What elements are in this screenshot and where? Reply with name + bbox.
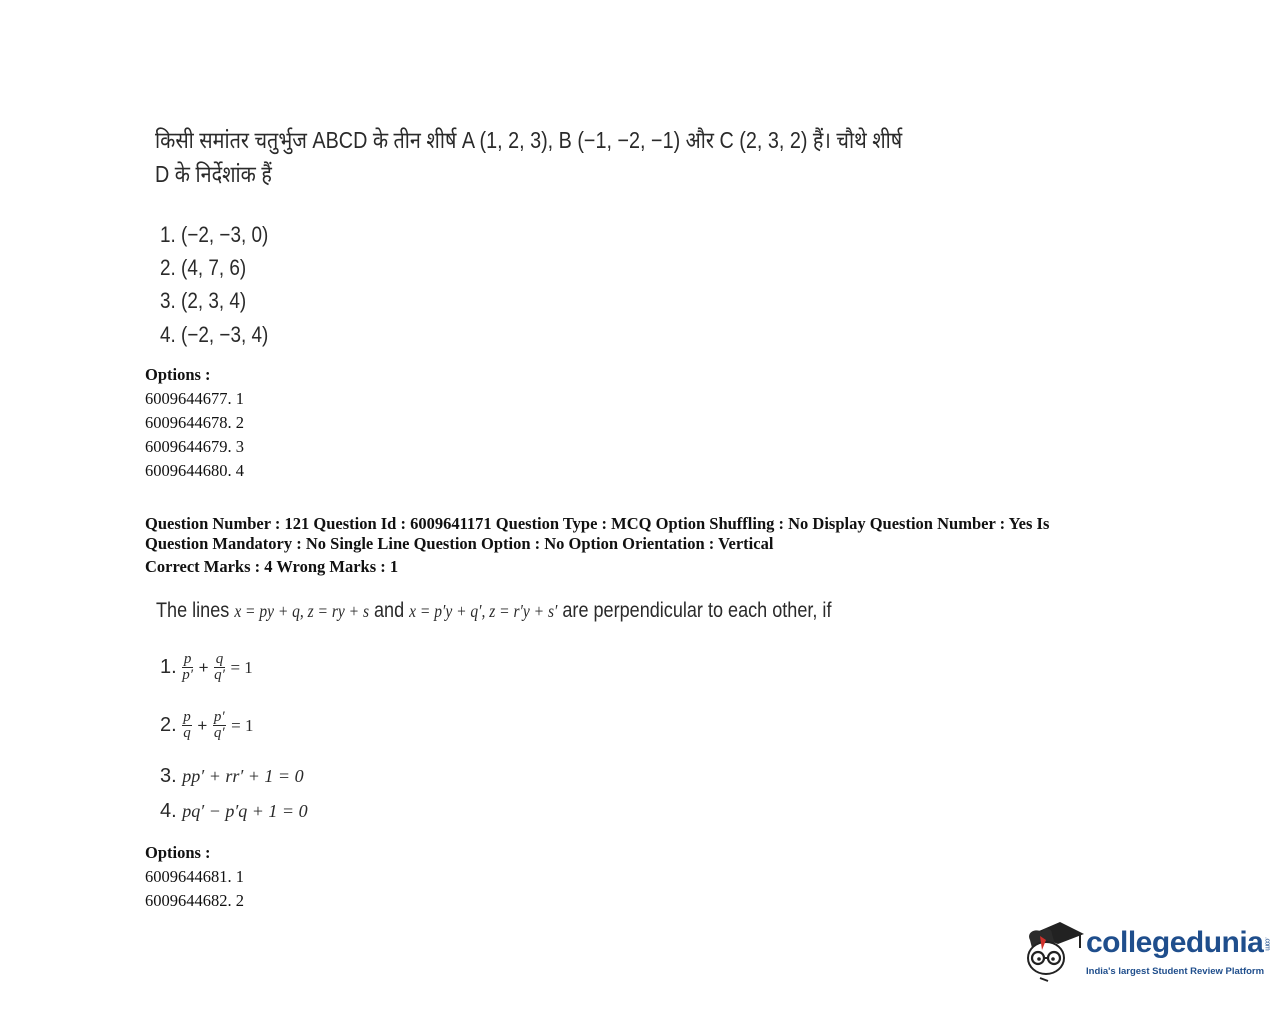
- brand-tagline: India's largest Student Review Platform: [1086, 966, 1265, 977]
- question-2-choice-3: [160, 765, 304, 788]
- marks-line: Correct Marks : 4 Wrong Marks : 1: [145, 557, 399, 576]
- question-2-suffix: are perpendicular to each other, if: [562, 599, 832, 622]
- mascot-icon: [1022, 918, 1084, 984]
- option-id: 6009644681. 1: [145, 867, 244, 886]
- options-label: Options :: [145, 365, 211, 384]
- question-2-choice-2: 2. $\frac{p}{q}$ + $\frac{p'}{q'}$ = 1: [160, 709, 254, 741]
- option-id: 6009644680. 4: [145, 461, 244, 480]
- options-label: Options :: [145, 843, 211, 862]
- question-2-and: and: [373, 599, 405, 622]
- brand-suffix: .com: [1263, 937, 1271, 951]
- denominator: q: [183, 725, 191, 741]
- choice-number: 4.: [160, 800, 177, 822]
- option-id: 6009644679. 3: [145, 437, 244, 456]
- numerator: p: [183, 709, 191, 725]
- numerator: p′: [213, 709, 225, 725]
- rhs: = 1: [230, 657, 253, 677]
- line-1-equation: x = py + q, z = ry + s: [234, 601, 369, 621]
- rhs: = 1: [231, 715, 254, 735]
- choice-number: 2.: [160, 713, 177, 736]
- fraction: [182, 710, 192, 741]
- question-meta-line: Question Number : 121 Question Id : 6009641171 Question Type : MCQ Option Shuffling : No Display Question Number : Yes Is: [145, 514, 1050, 533]
- line-2-equation: x = p′y + q′, z = r′y + s′: [409, 601, 558, 621]
- fraction: [182, 652, 193, 683]
- option-id: 6009644677. 1: [145, 389, 244, 408]
- numerator: p: [183, 651, 192, 667]
- denominator: q′: [214, 667, 225, 683]
- question-1-text: किसी समांतर चतुर्भुज ABCD के तीन शीर्ष A (1, 2, 3), B (−1, −2, −1) और C (2, 3, 2) हैं। चौथे शीर्ष D के निर्देशांक हैं: [155, 127, 903, 187]
- brand-name-text: collegedunia: [1086, 926, 1264, 959]
- question-2-prefix: The lines: [156, 599, 230, 622]
- question-2-choice-1: 1. $\frac{p}{p'}$ + $\frac{q}{q'}$ = 1: [160, 651, 253, 683]
- denominator: p′: [182, 667, 194, 683]
- option-id: 6009644682. 2: [145, 891, 244, 910]
- question-1-choice-2: 2. (4, 7, 6): [160, 255, 247, 280]
- question-1-choice-4: 4. (−2, −3, 4): [160, 322, 269, 347]
- numerator: q: [215, 651, 224, 667]
- collegedunia-logo: [1022, 918, 1271, 988]
- question-meta-line: Question Mandatory : No Single Line Question Option : No Option Orientation : Vertical: [145, 534, 774, 553]
- brand-name: [1086, 926, 1270, 960]
- question-2-text: [156, 599, 856, 623]
- question-1-choice-1: 1. (−2, −3, 0): [160, 222, 269, 247]
- choice-expression: pp′ + rr′ + 1 = 0: [182, 766, 304, 786]
- denominator: q′: [213, 725, 225, 741]
- choice-number: 1.: [160, 655, 177, 678]
- question-2-choice-4: [160, 800, 308, 823]
- fraction: [214, 652, 225, 683]
- question-1-choice-3: 3. (2, 3, 4): [160, 288, 247, 313]
- choice-expression: pq′ − p′q + 1 = 0: [182, 801, 308, 821]
- fraction: [213, 710, 226, 741]
- option-id: 6009644678. 2: [145, 413, 244, 432]
- choice-number: 3.: [160, 765, 177, 787]
